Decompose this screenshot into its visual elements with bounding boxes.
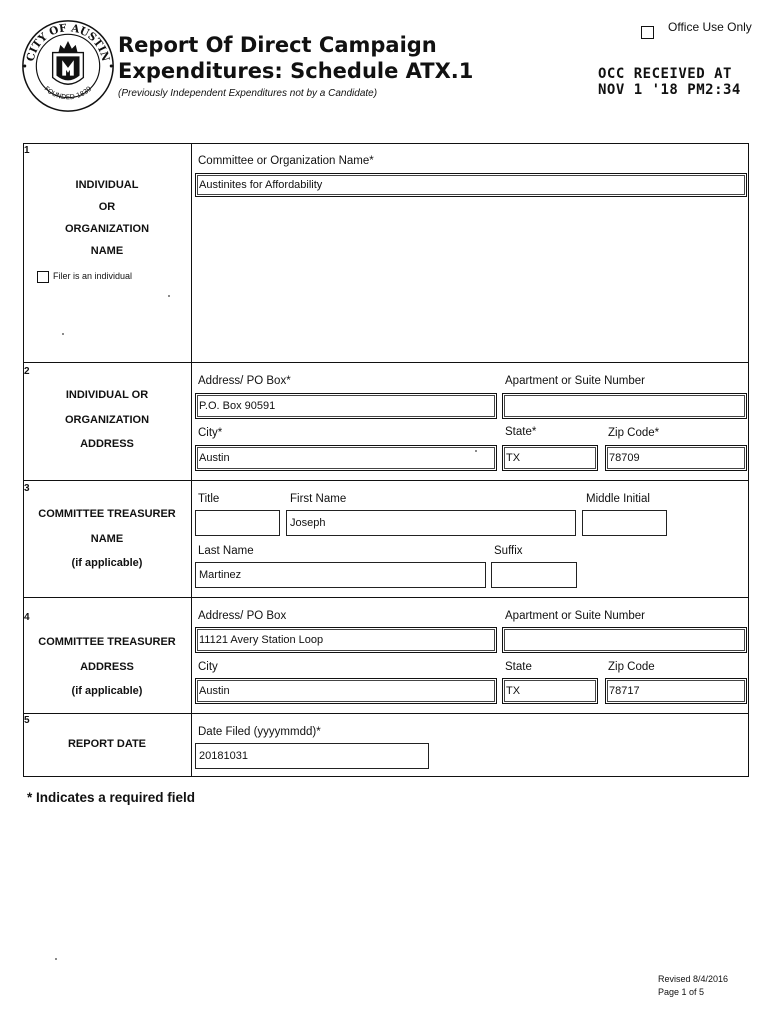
section-divider <box>23 713 749 714</box>
suffix-label: Suffix <box>494 545 523 557</box>
scan-speck <box>168 295 170 297</box>
date-filed-input[interactable]: 20181031 <box>195 743 429 769</box>
section-divider <box>23 480 749 481</box>
state-input[interactable]: TX <box>502 445 598 471</box>
section-2-heading: INDIVIDUAL OR ORGANIZATION ADDRESS <box>64 389 150 450</box>
form-title-line-2: Expenditures: Schedule ATX.1 <box>118 59 474 83</box>
apartment-input[interactable] <box>502 393 747 419</box>
treasurer-city-input[interactable]: Austin <box>195 678 497 704</box>
treasurer-state-label: State <box>505 661 532 673</box>
treasurer-state-input[interactable]: TX <box>502 678 598 704</box>
column-divider <box>191 143 192 777</box>
required-field-note: * Indicates a required field <box>27 790 196 805</box>
section-number: 4 <box>24 612 30 623</box>
scan-speck <box>62 333 64 335</box>
treasurer-address-label: Address/ PO Box <box>198 610 287 622</box>
section-1-heading: INDIVIDUAL OR ORGANIZATION NAME <box>64 179 150 257</box>
city-input[interactable]: Austin <box>195 445 497 471</box>
suffix-input[interactable] <box>491 562 577 588</box>
zip-label: Zip Code* <box>608 427 660 439</box>
section-number: 1 <box>24 145 30 156</box>
treasurer-zip-label: Zip Code <box>608 661 655 673</box>
treasurer-zip-input[interactable]: 78717 <box>605 678 747 704</box>
svg-text:FOUNDED 1839 <box>43 85 94 101</box>
city-of-austin-seal <box>20 18 116 114</box>
address-input[interactable]: P.O. Box 90591 <box>195 393 497 419</box>
middle-initial-input[interactable] <box>582 510 667 536</box>
treasurer-apartment-label: Apartment or Suite Number <box>505 610 645 622</box>
committee-name-input[interactable]: Austinites for Affordability <box>195 173 747 197</box>
office-use-label: Office Use Only <box>668 20 752 34</box>
treasurer-city-label: City <box>198 661 218 673</box>
date-filed-label: Date Filed (yyyymmdd)* <box>198 726 321 738</box>
last-name-label: Last Name <box>198 545 254 557</box>
section-5-heading: REPORT DATE <box>67 738 147 750</box>
title-input[interactable] <box>195 510 280 536</box>
middle-initial-label: Middle Initial <box>586 493 650 505</box>
treasurer-address-input[interactable]: 11121 Avery Station Loop <box>195 627 497 653</box>
section-3-heading: COMMITTEE TREASURER NAME (if applicable) <box>38 508 176 569</box>
form-title-line-1: Report Of Direct Campaign <box>118 33 437 57</box>
scan-speck <box>475 450 477 452</box>
section-divider <box>23 362 749 363</box>
revised-date: Revised 8/4/2016 <box>658 974 729 984</box>
city-label: City* <box>198 427 223 439</box>
first-name-input[interactable]: Joseph <box>286 510 576 536</box>
seal-top-text: CITY OF AUSTIN <box>24 22 112 63</box>
first-name-label: First Name <box>290 493 347 505</box>
form-subtitle: (Previously Independent Expenditures not by a Candidate) <box>118 88 378 99</box>
state-label: State* <box>505 426 537 438</box>
zip-input[interactable]: 78709 <box>605 445 747 471</box>
scan-speck <box>55 958 57 960</box>
received-stamp-line-1: OCC RECEIVED AT <box>598 66 732 82</box>
committee-name-label: Committee or Organization Name* <box>198 155 374 167</box>
apartment-label: Apartment or Suite Number <box>505 375 645 387</box>
title-label: Title <box>198 493 220 505</box>
address-label: Address/ PO Box* <box>198 375 291 387</box>
section-4-heading: COMMITTEE TREASURER ADDRESS (if applicable) <box>38 636 176 697</box>
filer-individual-label: Filer is an individual <box>53 271 133 281</box>
last-name-input[interactable]: Martinez <box>195 562 486 588</box>
office-use-checkbox[interactable] <box>641 26 654 39</box>
treasurer-apartment-input[interactable] <box>502 627 747 653</box>
seal-bottom-text: FOUNDED 1839 <box>42 84 94 102</box>
received-stamp-line-2: NOV 1 '18 PM2:34 <box>598 82 741 98</box>
section-divider <box>23 597 749 598</box>
filer-individual-checkbox[interactable] <box>37 271 49 283</box>
section-number: 3 <box>24 483 30 494</box>
section-number: 5 <box>24 715 30 726</box>
section-number: 2 <box>24 366 30 377</box>
page-number: Page 1 of 5 <box>658 987 705 997</box>
